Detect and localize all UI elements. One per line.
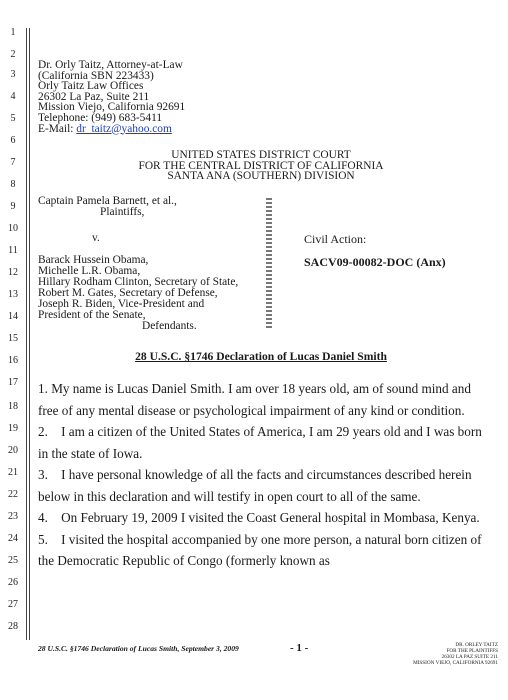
line-number: 2 <box>10 49 16 60</box>
line-number: 25 <box>8 555 18 566</box>
attorney-city: Mission Viejo, California 92691 <box>38 101 186 114</box>
line-number: 9 <box>10 201 16 212</box>
line-number: 24 <box>8 533 18 544</box>
declaration-paragraph: 5. I visited the hospital accompanied by one more person, a natural born citizen of the Democratic Republic of Congo (formerly known as <box>38 531 482 568</box>
line-number: 26 <box>8 577 18 588</box>
line-number: 11 <box>8 245 18 256</box>
versus: v. <box>92 232 100 244</box>
line-number: 4 <box>10 91 16 102</box>
footer-title: 28 U.S.C. §1746 Declaration of Lucas Smith, September 3, 2009 <box>38 644 239 653</box>
defendants-block <box>38 255 238 332</box>
defendants-label: Defendants. <box>142 320 197 332</box>
line-number: 22 <box>8 489 18 500</box>
line-number: 16 <box>8 355 18 366</box>
footer-address <box>380 642 498 666</box>
line-number: 5 <box>10 113 16 124</box>
line-number: 21 <box>8 467 18 478</box>
plaintiff-block <box>38 196 177 218</box>
line-number: 23 <box>8 511 18 522</box>
line-number: 15 <box>8 333 18 344</box>
line-number: 27 <box>8 599 18 610</box>
declaration-paragraph: 2. I am a citizen of the United States of America, I am 29 years old and I was born in the state of Iowa. <box>38 424 482 461</box>
footer-address-line: FOR THE PLAINTIFFS <box>446 648 498 654</box>
declaration-paragraph: 3. I have personal knowledge of all the facts and circumstances described herein below in this declaration and will testify in open court to all of the same. <box>38 467 472 504</box>
margin-rule-left <box>26 28 27 640</box>
line-number: 28 <box>8 621 18 632</box>
court-line-1: UNITED STATES DISTRICT COURT <box>171 149 351 161</box>
line-number: 7 <box>10 157 16 168</box>
defendant-name: Joseph R. Biden, Vice-President and <box>38 298 205 310</box>
page-number: - 1 - <box>290 642 309 654</box>
defendant-name: Barack Hussein Obama, <box>38 254 149 266</box>
email-label: E-Mail: <box>38 122 77 135</box>
line-number: 6 <box>10 135 16 146</box>
line-number: 20 <box>8 445 18 456</box>
line-number: 13 <box>8 289 18 300</box>
footer-address-line: MISSION VIEJO, CALIFORNIA 92691 <box>413 660 498 666</box>
civil-action-label: Civil Action: <box>304 232 367 246</box>
line-number: 19 <box>8 423 18 434</box>
line-number: 18 <box>8 401 18 412</box>
plaintiff-name: Captain Pamela Barnett, et al., <box>38 195 177 207</box>
attorney-email-line <box>38 124 185 135</box>
declaration-paragraph: 1. My name is Lucas Daniel Smith. I am over 18 years old, am of sound mind and free of any mental disease or psychological impairment of any kind or condition. <box>38 381 471 418</box>
email-link[interactable]: dr_taitz@yahoo.com <box>76 122 172 135</box>
line-number: 14 <box>8 311 18 322</box>
declaration-title: 28 U.S.C. §1746 Declaration of Lucas Daniel Smith <box>135 350 387 363</box>
footer-address-line: 26302 LA PAZ SUITE 211 <box>441 654 498 660</box>
plaintiffs-label: Plaintiffs, <box>100 206 145 218</box>
declaration-body <box>38 378 484 572</box>
attorney-firm: Orly Taitz Law Offices <box>38 80 144 93</box>
line-number: 12 <box>8 267 18 278</box>
line-number: 10 <box>8 223 18 234</box>
line-number: 1 <box>10 27 16 38</box>
attorney-phone: Telephone: (949) 683-5411 <box>38 111 163 124</box>
line-number: 8 <box>10 179 16 190</box>
defendant-name: President of the Senate, <box>38 309 146 321</box>
caption-separator <box>266 198 272 330</box>
defendant-name: Hillary Rodham Clinton, Secretary of State, <box>38 276 239 288</box>
defendants-list <box>38 255 238 321</box>
footer-address-line: DR. ORLEY TAITZ <box>455 642 498 648</box>
line-number: 3 <box>10 69 16 80</box>
attorney-street: 26302 La Paz, Suite 211 <box>38 90 150 103</box>
attorney-block <box>38 60 185 134</box>
line-number: 17 <box>8 377 18 388</box>
attorney-name: Dr. Orly Taitz, Attorney-at-Law <box>38 59 183 71</box>
defendant-name: Michelle L.R. Obama, <box>38 265 141 277</box>
court-line-3: SANTA ANA (SOUTHERN) DIVISION <box>167 170 355 183</box>
declaration-paragraph: 4. On February 19, 2009 I visited the Coast General hospital in Mombasa, Kenya. <box>38 510 480 525</box>
defendant-name: Robert M. Gates, Secretary of Defense, <box>38 287 218 299</box>
court-line-2: FOR THE CENTRAL DISTRICT OF CALIFORNIA <box>138 159 384 172</box>
court-heading <box>38 150 484 182</box>
attorney-bar: (California SBN 223433) <box>38 69 154 82</box>
margin-rule-right <box>29 28 30 640</box>
case-number: SACV09-00082-DOC (Anx) <box>304 255 446 269</box>
